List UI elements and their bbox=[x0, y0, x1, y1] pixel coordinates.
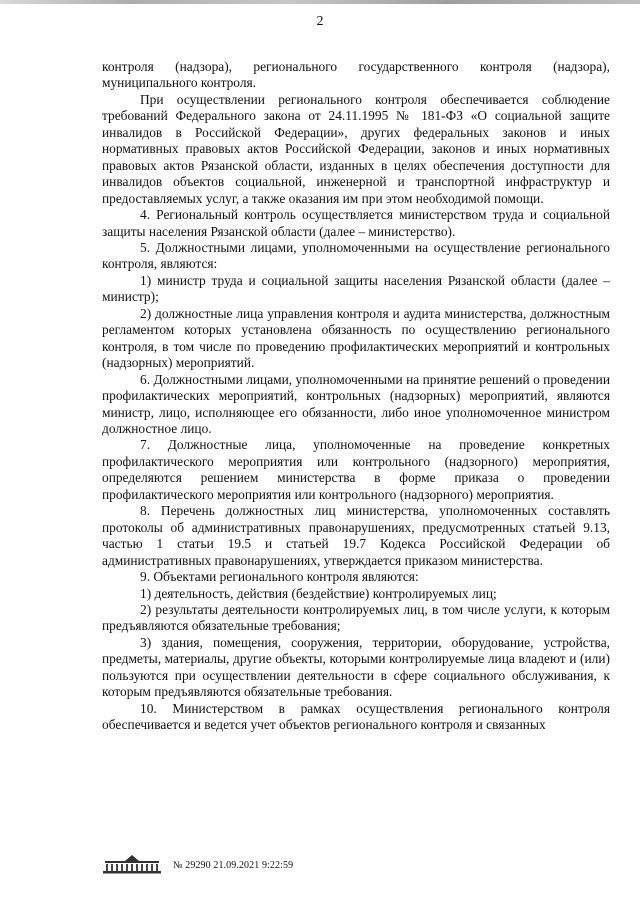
paragraph: 2) результаты деятельности контролируемых лиц, в том числе услуги, к которым предъявляются обязательные требования; bbox=[102, 601, 610, 634]
paragraph: 8. Перечень должностных лиц министерства, уполномоченных составлять протоколы об административных правонарушениях, предусмотренных статьей 9.13, частью 1 статьи 19.5 и статьей 19.7 Кодекса Российской Федерации об административных правонарушениях, утверждается приказом министерства. bbox=[102, 503, 610, 568]
paragraph: 7. Должностные лица, уполномоченные на проведение конкретных профилактического мероприятия или контрольного (надзорного) мероприятия, определяются решением министерства в форме приказа о проведении профилактического мероприятия или контрольного (надзорного) мероприятия. bbox=[102, 437, 610, 502]
paragraph: 3) здания, помещения, сооружения, территории, оборудование, устройства, предметы, материалы, другие объекты, которыми контролируемые лица владеют и (или) пользуются при осуществлении деятельности в сфере социального обслуживания, к которым предъявляются обязательные требования. bbox=[102, 634, 610, 700]
scan-edge bbox=[0, 0, 640, 4]
paragraph: 4. Региональный контроль осуществляется министерством труда и социальной защиты населения Рязанской области (далее – министерство). bbox=[102, 207, 610, 239]
paragraph: контроля (надзора), регионального государственного контроля (надзора), муниципального контроля. bbox=[102, 59, 610, 91]
paragraph: 9. Объектами регионального контроля являются: bbox=[140, 569, 419, 585]
registration-number: № 29290 21.09.2021 9:22:59 bbox=[173, 860, 294, 871]
paragraph: 10. Министерством в рамках осуществления регионального контроля обеспечивается и ведется учет объектов регионального контроля и связанных bbox=[102, 700, 610, 733]
paragraph: 6. Должностными лицами, уполномоченными на принятие решений о проведении профилактических мероприятий, контрольных (надзорных) мероприятий, являются министр, лицо, исполняющее его обязанности, либо иное уполномоченное министром должностное лицо. bbox=[102, 371, 610, 436]
paragraph: 2) должностные лица управления контроля и аудита министерства, должностным регламентом которых установлена обязанность по осуществлению регионального контроля, в том числе по проведению профилактических мероприятий и контрольных (надзорных) мероприятий. bbox=[102, 305, 610, 371]
document-body bbox=[102, 59, 610, 734]
paragraph: 5. Должностными лицами, уполномоченными на осуществление регионального контроля, являются: bbox=[102, 239, 610, 272]
paragraph: 1) деятельность, действия (бездействие) контролируемых лиц; bbox=[140, 585, 497, 601]
building-emblem-icon bbox=[103, 854, 161, 874]
paragraph: 1) министр труда и социальной защиты населения Рязанской области (далее – министр); bbox=[102, 272, 610, 305]
paragraph: При осуществлении регионального контроля обеспечивается соблюдение требований Федерального закона от 24.11.1995 № 181-ФЗ «О социальной защите инвалидов в Российской Федерации», других федеральных законов и иных нормативных правовых актов Российской Федерации, законов и иных нормативных правовых актов Рязанской области, изданных в целях обеспечения доступности для инвалидов объектов социальной, инженерной и транспортной инфраструктур и предоставляемых услуг, а также оказания им при этом необходимой помощи. bbox=[102, 91, 610, 206]
page-number: 2 bbox=[316, 14, 324, 29]
